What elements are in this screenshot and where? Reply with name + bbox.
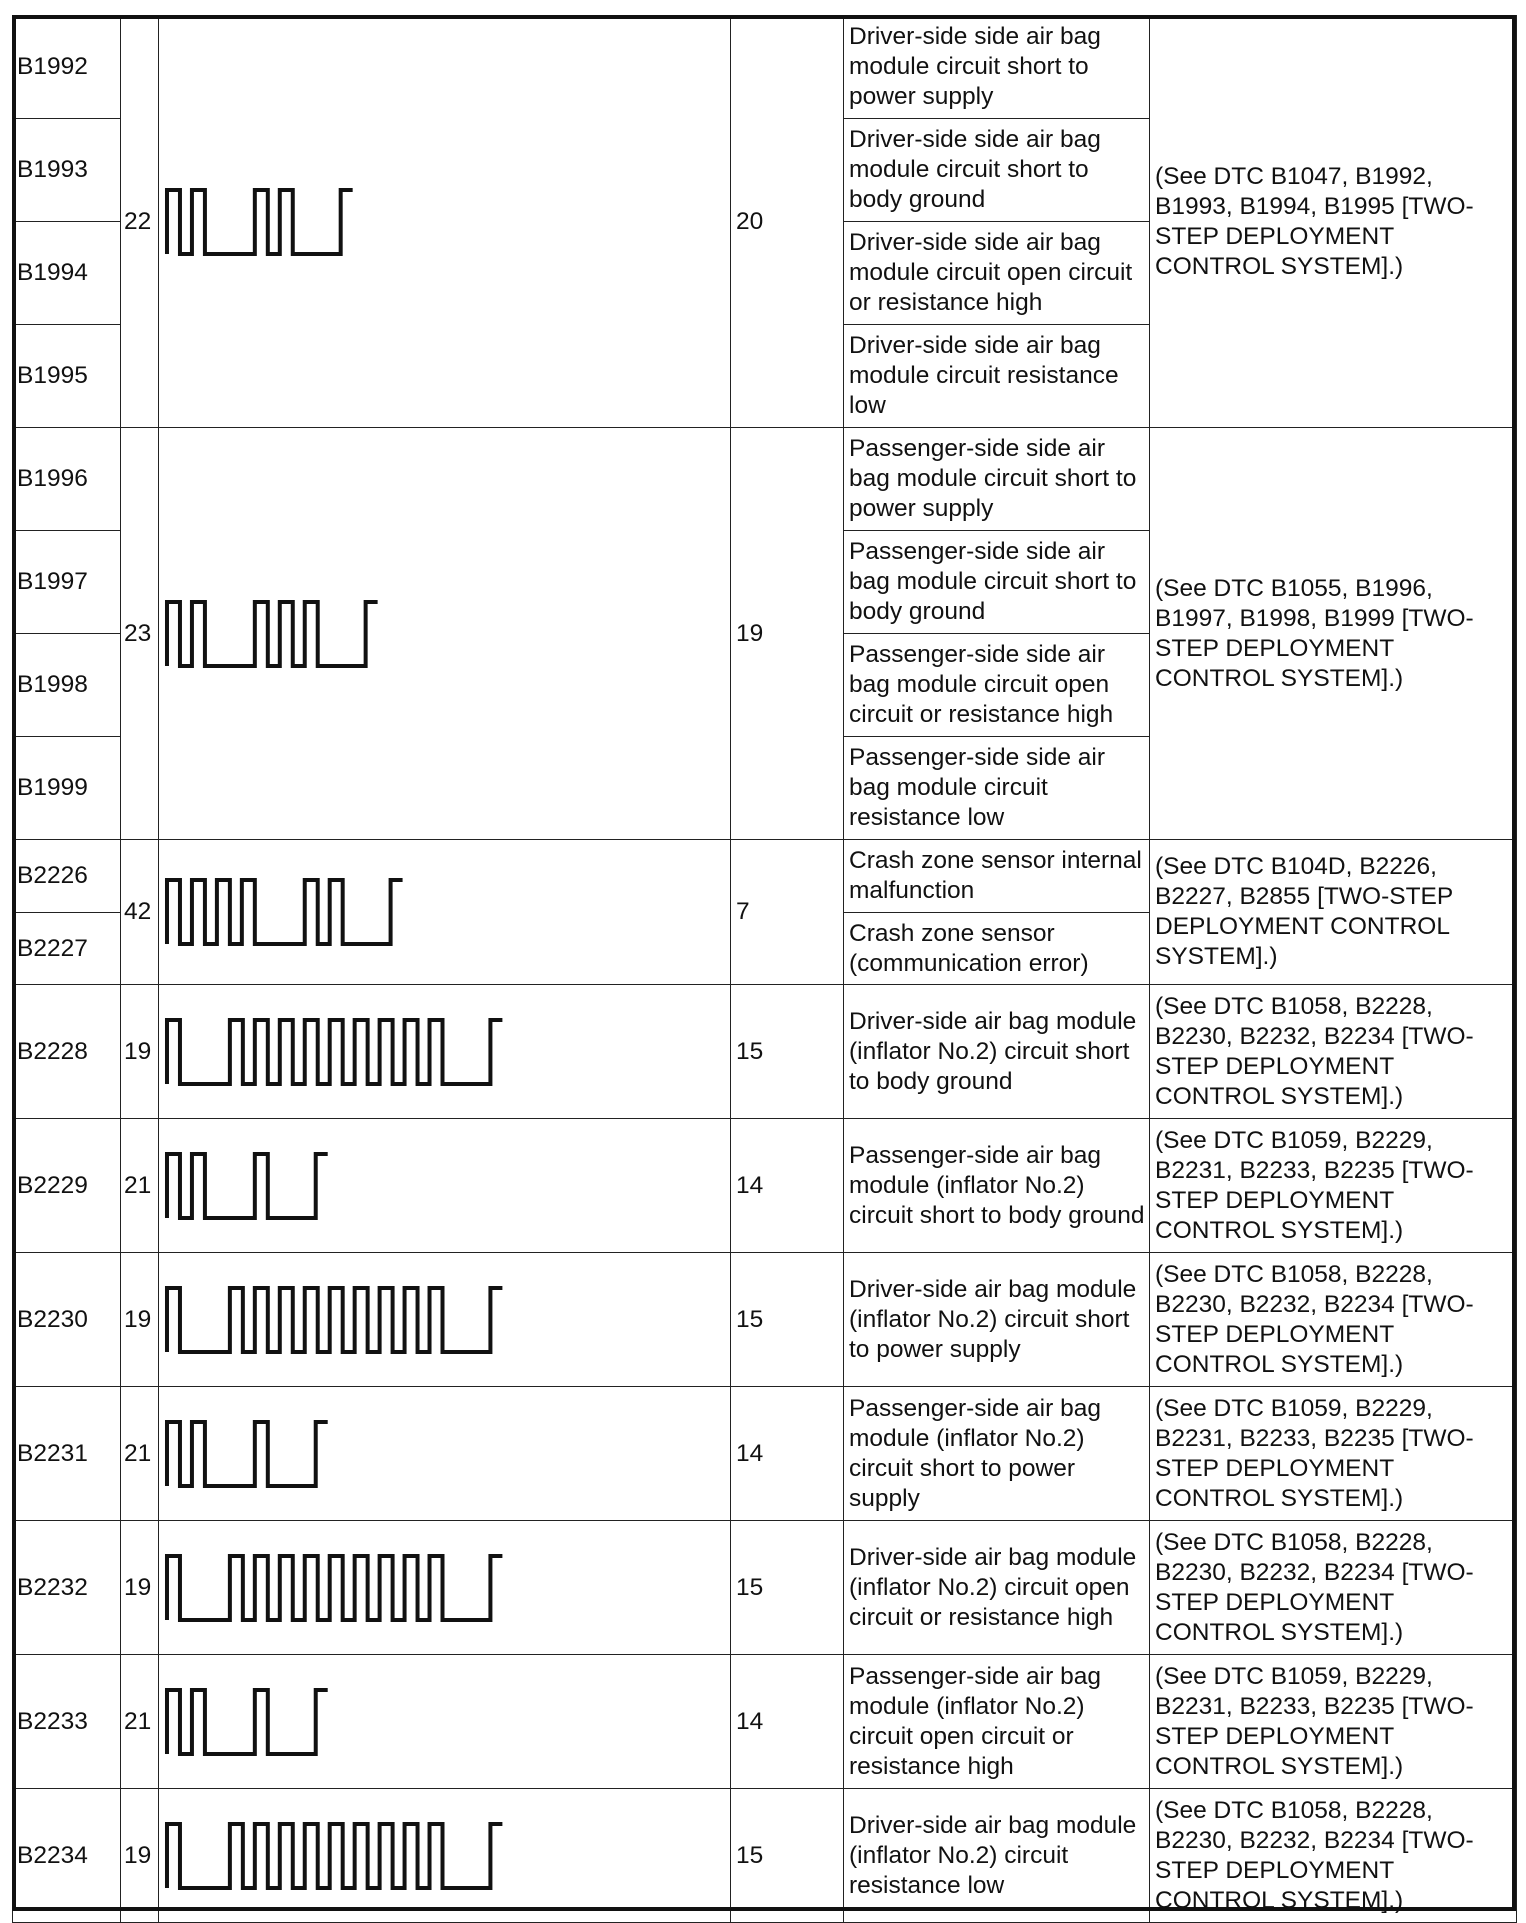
dtc-description: Crash zone sensor (communication error) [844, 913, 1150, 985]
flash-pulse-line [167, 1556, 502, 1620]
flash-pattern-waveform [159, 1682, 730, 1762]
dtc-description: Crash zone sensor internal malfunction [844, 840, 1150, 913]
dtc-code: B1999 [13, 737, 121, 840]
flash-pattern-waveform [159, 872, 730, 952]
dtc-description: Passenger-side side air bag module circuit short to body ground [844, 531, 1150, 634]
dtc-code: B1992 [13, 16, 121, 119]
flash-pattern-cell [159, 1521, 731, 1655]
table-row [13, 1521, 1517, 1655]
flash-count: 19 [121, 1521, 159, 1655]
flash-pulse-line [167, 1690, 328, 1754]
flash-count: 21 [121, 1655, 159, 1789]
table-row [13, 1789, 1517, 1923]
dtc-description: Driver-side side air bag module circuit open circuit or resistance high [844, 222, 1150, 325]
blink-period: 15 [731, 1789, 844, 1923]
dtc-description: Passenger-side air bag module (inflator No.2) circuit short to body ground [844, 1119, 1150, 1253]
flash-pulse-line [167, 1288, 502, 1352]
dtc-code: B2230 [13, 1253, 121, 1387]
table-row [13, 1253, 1517, 1387]
table-row [13, 428, 1517, 531]
dtc-description: Passenger-side side air bag module circuit open circuit or resistance high [844, 634, 1150, 737]
dtc-code: B2226 [13, 840, 121, 913]
dtc-table [12, 15, 1517, 1923]
dtc-code: B1995 [13, 325, 121, 428]
remark: (See DTC B1055, B1996, B1997, B1998, B1999 [TWO-STEP DEPLOYMENT CONTROL SYSTEM].) [1150, 428, 1517, 840]
dtc-description: Driver-side side air bag module circuit short to body ground [844, 119, 1150, 222]
remark: (See DTC B104D, B2226, B2227, B2855 [TWO-STEP DEPLOYMENT CONTROL SYSTEM].) [1150, 840, 1517, 985]
flash-pattern-cell [159, 1387, 731, 1521]
dtc-code: B1994 [13, 222, 121, 325]
flash-count: 21 [121, 1387, 159, 1521]
dtc-code: B2227 [13, 913, 121, 985]
remark: (See DTC B1059, B2229, B2231, B2233, B2235 [TWO-STEP DEPLOYMENT CONTROL SYSTEM].) [1150, 1387, 1517, 1521]
flash-pattern-waveform [159, 594, 730, 674]
blink-period: 15 [731, 1521, 844, 1655]
flash-pattern-waveform [159, 1816, 730, 1896]
dtc-description: Driver-side air bag module (inflator No.2) circuit open circuit or resistance high [844, 1521, 1150, 1655]
blink-period: 15 [731, 1253, 844, 1387]
flash-pattern-waveform [159, 1012, 730, 1092]
dtc-description: Driver-side air bag module (inflator No.2) circuit resistance low [844, 1789, 1150, 1923]
flash-pulse-line [167, 880, 403, 944]
flash-count: 23 [121, 428, 159, 840]
table-row [13, 16, 1517, 119]
flash-pattern-cell [159, 1119, 731, 1253]
remark: (See DTC B1059, B2229, B2231, B2233, B2235 [TWO-STEP DEPLOYMENT CONTROL SYSTEM].) [1150, 1655, 1517, 1789]
dtc-code: B1996 [13, 428, 121, 531]
dtc-code: B2233 [13, 1655, 121, 1789]
flash-pulse-line [167, 1020, 502, 1084]
flash-pulse-line [167, 602, 378, 666]
flash-pattern-waveform [159, 1146, 730, 1226]
dtc-description: Driver-side air bag module (inflator No.2) circuit short to power supply [844, 1253, 1150, 1387]
table-row [13, 1119, 1517, 1253]
flash-pattern-cell [159, 1253, 731, 1387]
dtc-description: Driver-side air bag module (inflator No.2) circuit short to body ground [844, 985, 1150, 1119]
remark: (See DTC B1058, B2228, B2230, B2232, B2234 [TWO-STEP DEPLOYMENT CONTROL SYSTEM].) [1150, 1789, 1517, 1923]
blink-period: 15 [731, 985, 844, 1119]
blink-period: 19 [731, 428, 844, 840]
blink-period: 7 [731, 840, 844, 985]
blink-period: 20 [731, 16, 844, 428]
blink-period: 14 [731, 1387, 844, 1521]
blink-period: 14 [731, 1119, 844, 1253]
dtc-description: Driver-side side air bag module circuit resistance low [844, 325, 1150, 428]
dtc-code: B2229 [13, 1119, 121, 1253]
dtc-description: Passenger-side side air bag module circuit short to power supply [844, 428, 1150, 531]
remark: (See DTC B1058, B2228, B2230, B2232, B2234 [TWO-STEP DEPLOYMENT CONTROL SYSTEM].) [1150, 1521, 1517, 1655]
blink-period: 14 [731, 1655, 844, 1789]
flash-pattern-cell [159, 1655, 731, 1789]
dtc-code: B2234 [13, 1789, 121, 1923]
flash-count: 19 [121, 985, 159, 1119]
dtc-code: B2231 [13, 1387, 121, 1521]
flash-pulse-line [167, 190, 353, 254]
remark: (See DTC B1058, B2228, B2230, B2232, B2234 [TWO-STEP DEPLOYMENT CONTROL SYSTEM].) [1150, 1253, 1517, 1387]
flash-count: 19 [121, 1253, 159, 1387]
dtc-code: B1993 [13, 119, 121, 222]
flash-count: 21 [121, 1119, 159, 1253]
table-row [13, 840, 1517, 913]
flash-pattern-cell [159, 840, 731, 985]
dtc-code: B1997 [13, 531, 121, 634]
flash-pattern-cell [159, 428, 731, 840]
flash-pattern-waveform [159, 1414, 730, 1494]
flash-count: 42 [121, 840, 159, 985]
flash-pattern-cell [159, 16, 731, 428]
flash-pattern-cell [159, 985, 731, 1119]
remark: (See DTC B1058, B2228, B2230, B2232, B2234 [TWO-STEP DEPLOYMENT CONTROL SYSTEM].) [1150, 985, 1517, 1119]
flash-pattern-cell [159, 1789, 731, 1923]
flash-pulse-line [167, 1422, 328, 1486]
dtc-description: Passenger-side air bag module (inflator No.2) circuit short to power supply [844, 1387, 1150, 1521]
dtc-code: B2232 [13, 1521, 121, 1655]
dtc-description: Passenger-side air bag module (inflator No.2) circuit open circuit or resistance high [844, 1655, 1150, 1789]
table-row [13, 985, 1517, 1119]
remark: (See DTC B1047, B1992, B1993, B1994, B1995 [TWO-STEP DEPLOYMENT CONTROL SYSTEM].) [1150, 16, 1517, 428]
table-row [13, 1387, 1517, 1521]
dtc-description: Driver-side side air bag module circuit short to power supply [844, 16, 1150, 119]
flash-pattern-waveform [159, 182, 730, 262]
flash-pulse-line [167, 1154, 328, 1218]
flash-pattern-waveform [159, 1280, 730, 1360]
flash-count: 19 [121, 1789, 159, 1923]
flash-pattern-waveform [159, 1548, 730, 1628]
flash-count: 22 [121, 16, 159, 428]
dtc-code: B2228 [13, 985, 121, 1119]
dtc-description: Passenger-side side air bag module circuit resistance low [844, 737, 1150, 840]
flash-pulse-line [167, 1824, 502, 1888]
remark: (See DTC B1059, B2229, B2231, B2233, B2235 [TWO-STEP DEPLOYMENT CONTROL SYSTEM].) [1150, 1119, 1517, 1253]
dtc-code: B1998 [13, 634, 121, 737]
table-row [13, 1655, 1517, 1789]
